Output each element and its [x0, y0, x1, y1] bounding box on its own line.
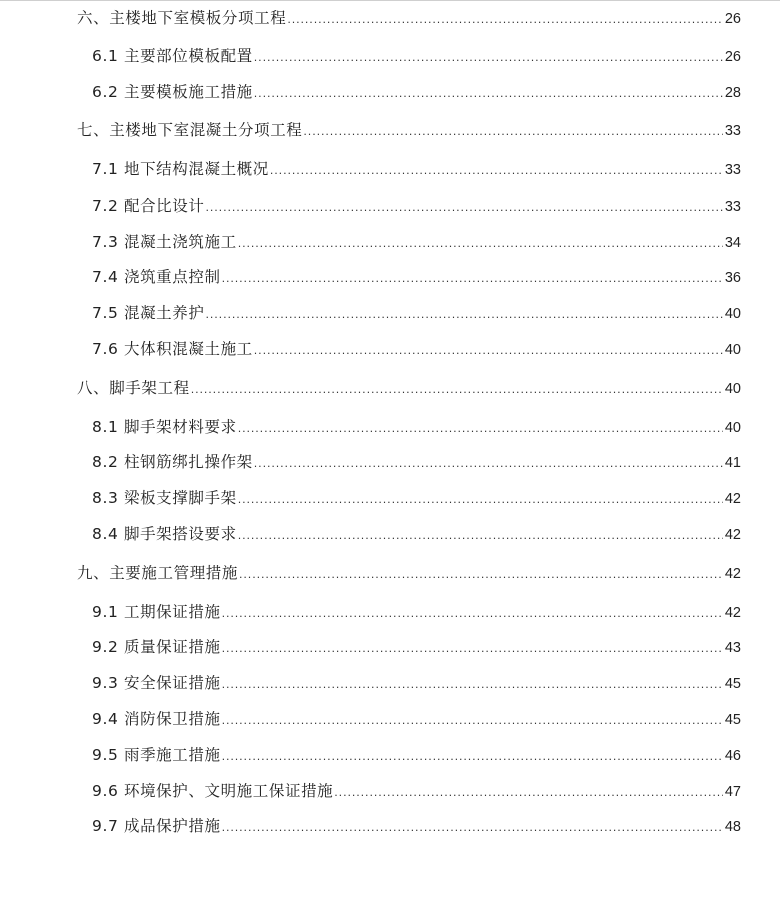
- toc-dot-leader: [254, 46, 723, 70]
- toc-entry-title: 9.2 质量保证措施: [92, 638, 221, 656]
- toc-entry-title: 7.6 大体积混凝土施工: [92, 340, 253, 358]
- toc-section-7-6[interactable]: [92, 337, 741, 361]
- toc-dot-leader: [205, 196, 722, 220]
- toc-section-9-2[interactable]: [92, 635, 741, 659]
- toc-entry-title: 7.2 配合比设计: [92, 197, 205, 215]
- toc-entry-title: 9.5 雨季施工措施: [92, 746, 221, 764]
- toc-dot-leader: [334, 781, 723, 805]
- toc-entry-page: 42: [724, 491, 741, 507]
- toc-entry-title: 9.3 安全保证措施: [92, 674, 221, 692]
- toc-chapter-7[interactable]: [77, 118, 741, 142]
- toc-entry-title: 六、主楼地下室模板分项工程: [77, 9, 287, 27]
- toc-section-7-2[interactable]: [92, 194, 741, 218]
- toc-section-9-5[interactable]: [92, 743, 741, 767]
- toc-dot-leader: [222, 602, 723, 626]
- toc-entry-page: 42: [724, 527, 741, 543]
- toc-entry-page: 34: [724, 235, 741, 251]
- toc-section-7-1[interactable]: [92, 157, 741, 181]
- toc-entry-page: 41: [724, 455, 741, 471]
- toc-dot-leader: [238, 417, 723, 441]
- toc-entry-title: 8.4 脚手架搭设要求: [92, 525, 237, 543]
- toc-dot-leader: [239, 563, 723, 587]
- toc-dot-leader: [222, 267, 723, 291]
- toc-chapter-6[interactable]: [77, 6, 741, 30]
- toc-dot-leader: [254, 339, 723, 363]
- toc-entry-page: 45: [724, 676, 741, 692]
- toc-chapter-8[interactable]: [77, 376, 741, 400]
- toc-dot-leader: [191, 378, 723, 402]
- toc-section-8-2[interactable]: [92, 450, 741, 474]
- toc-dot-leader: [254, 82, 723, 106]
- toc-section-6-1[interactable]: [92, 44, 741, 68]
- toc-section-8-1[interactable]: [92, 415, 741, 439]
- toc-dot-leader: [222, 816, 723, 840]
- toc-entry-title: 九、主要施工管理措施: [77, 564, 239, 582]
- toc-section-9-4[interactable]: [92, 707, 741, 731]
- toc-entry-title: 8.3 梁板支撑脚手架: [92, 489, 237, 507]
- toc-dot-leader: [222, 673, 723, 697]
- page-top-border: [0, 0, 780, 1]
- toc-dot-leader: [222, 709, 723, 733]
- toc-chapter-9[interactable]: [77, 561, 741, 585]
- toc-entry-page: 40: [724, 306, 741, 322]
- toc-dot-leader: [254, 452, 723, 476]
- toc-dot-leader: [270, 159, 723, 183]
- toc-entry-page: 45: [724, 712, 741, 728]
- toc-section-8-3[interactable]: [92, 486, 741, 510]
- toc-section-9-7[interactable]: [92, 814, 741, 838]
- toc-entry-page: 48: [724, 819, 741, 835]
- toc-section-9-6[interactable]: [92, 779, 741, 803]
- toc-entry-title: 9.1 工期保证措施: [92, 603, 221, 621]
- toc-entry-title: 7.4 浇筑重点控制: [92, 268, 221, 286]
- toc-entry-title: 7.1 地下结构混凝土概况: [92, 160, 269, 178]
- toc-dot-leader: [222, 745, 723, 769]
- toc-entry-page: 46: [724, 748, 741, 764]
- toc-entry-title: 9.4 消防保卫措施: [92, 710, 221, 728]
- toc-dot-leader: [303, 120, 722, 144]
- toc-section-9-3[interactable]: [92, 671, 741, 695]
- toc-dot-leader: [222, 637, 723, 661]
- toc-entry-page: 33: [724, 123, 741, 139]
- toc-dot-leader: [238, 488, 723, 512]
- toc-entry-title: 9.7 成品保护措施: [92, 817, 221, 835]
- toc-section-6-2[interactable]: [92, 80, 741, 104]
- toc-dot-leader: [205, 303, 722, 327]
- toc-entry-page: 36: [724, 270, 741, 286]
- toc-entry-page: 40: [724, 381, 741, 397]
- toc-entry-title: 8.2 柱钢筋绑扎操作架: [92, 453, 253, 471]
- toc-entry-title: 7.5 混凝土养护: [92, 304, 205, 322]
- toc-dot-leader: [238, 524, 723, 548]
- toc-entry-title: 9.6 环境保护、文明施工保证措施: [92, 782, 334, 800]
- toc-section-7-5[interactable]: [92, 301, 741, 325]
- toc-entry-page: 33: [724, 199, 741, 215]
- toc-dot-leader: [287, 8, 723, 32]
- toc-entry-title: 6.1 主要部位模板配置: [92, 47, 253, 65]
- toc-entry-page: 28: [724, 85, 741, 101]
- toc-entry-page: 40: [724, 420, 741, 436]
- toc-section-7-3[interactable]: [92, 230, 741, 254]
- toc-entry-page: 47: [724, 784, 741, 800]
- toc-entry-title: 八、脚手架工程: [77, 379, 190, 397]
- toc-entry-page: 42: [724, 605, 741, 621]
- toc-dot-leader: [238, 232, 723, 256]
- toc-section-8-4[interactable]: [92, 522, 741, 546]
- toc-section-9-1[interactable]: [92, 600, 741, 624]
- toc-entry-title: 6.2 主要模板施工措施: [92, 83, 253, 101]
- toc-entry-page: 40: [724, 342, 741, 358]
- toc-entry-page: 26: [724, 11, 741, 27]
- toc-section-7-4[interactable]: [92, 265, 741, 289]
- toc-entry-title: 七、主楼地下室混凝土分项工程: [77, 121, 303, 139]
- toc-entry-page: 42: [724, 566, 741, 582]
- toc-entry-page: 26: [724, 49, 741, 65]
- toc-entry-page: 33: [724, 162, 741, 178]
- toc-entry-title: 7.3 混凝土浇筑施工: [92, 233, 237, 251]
- toc-entry-title: 8.1 脚手架材料要求: [92, 418, 237, 436]
- toc-entry-page: 43: [724, 640, 741, 656]
